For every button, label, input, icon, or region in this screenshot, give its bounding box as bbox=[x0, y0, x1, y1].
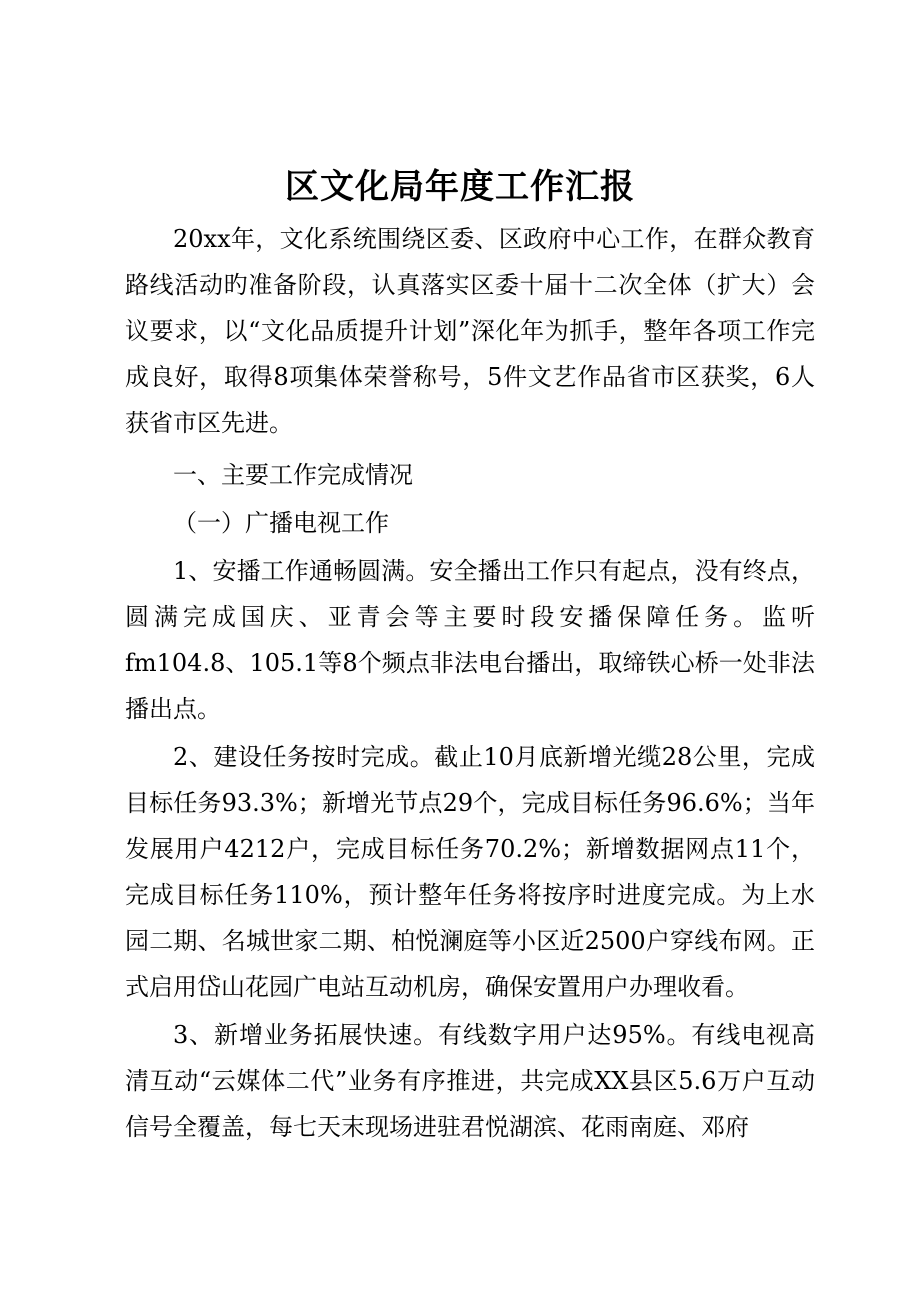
intro-paragraph: 20xx年，文化系统围绕区委、区政府中心工作，在群众教育路线活动旳准备阶段，认真落实区委十届十二次全体（扩大）会议要求，以“文化品质提升计划”深化年为抓手，整年各项工作完成良好，取得8项集体荣誉称号，5件文艺作品省市区获奖，6人获省市区先进。 bbox=[125, 225, 815, 437]
document-title: 区文化局年度工作汇报 bbox=[285, 167, 635, 207]
section-heading: 一、主要工作完成情况 bbox=[173, 461, 413, 489]
paragraph-construction-tasks: 2、建设任务按时完成。截止10月底新增光缆28公里，完成目标任务93.3%；新增光节点29个，完成目标任务96.6%；当年发展用户4212户，完成目标任务70.2%；新增数据网点11个，完成目标任务110%，预计整年任务将按序时进度完成。为上水园二期、名城世家二期、柏悦澜庭等小区近2500户穿线布网。正式启用岱山花园广电站互动机房，确保安置用户办理收看。 bbox=[125, 743, 815, 1001]
paragraph-broadcast-safety: 1、安播工作通畅圆满。安全播出工作只有起点，没有终点，圆满完成国庆、亚青会等主要时段安播保障任务。监听fm104.8、105.1等8个频点非法电台播出，取缔铁心桥一处非法播出点。 bbox=[125, 557, 815, 723]
paragraph-new-business: 3、新增业务拓展快速。有线数字用户达95%。有线电视高清互动“云媒体二代”业务有序推进，共完成XX县区5.6万户互动信号全覆盖，每七天末现场进驻君悦湖滨、花雨南庭、邓府 bbox=[125, 1021, 815, 1141]
subsection-heading: （一）广播电视工作 bbox=[173, 509, 389, 537]
document-body bbox=[125, 216, 815, 1150]
